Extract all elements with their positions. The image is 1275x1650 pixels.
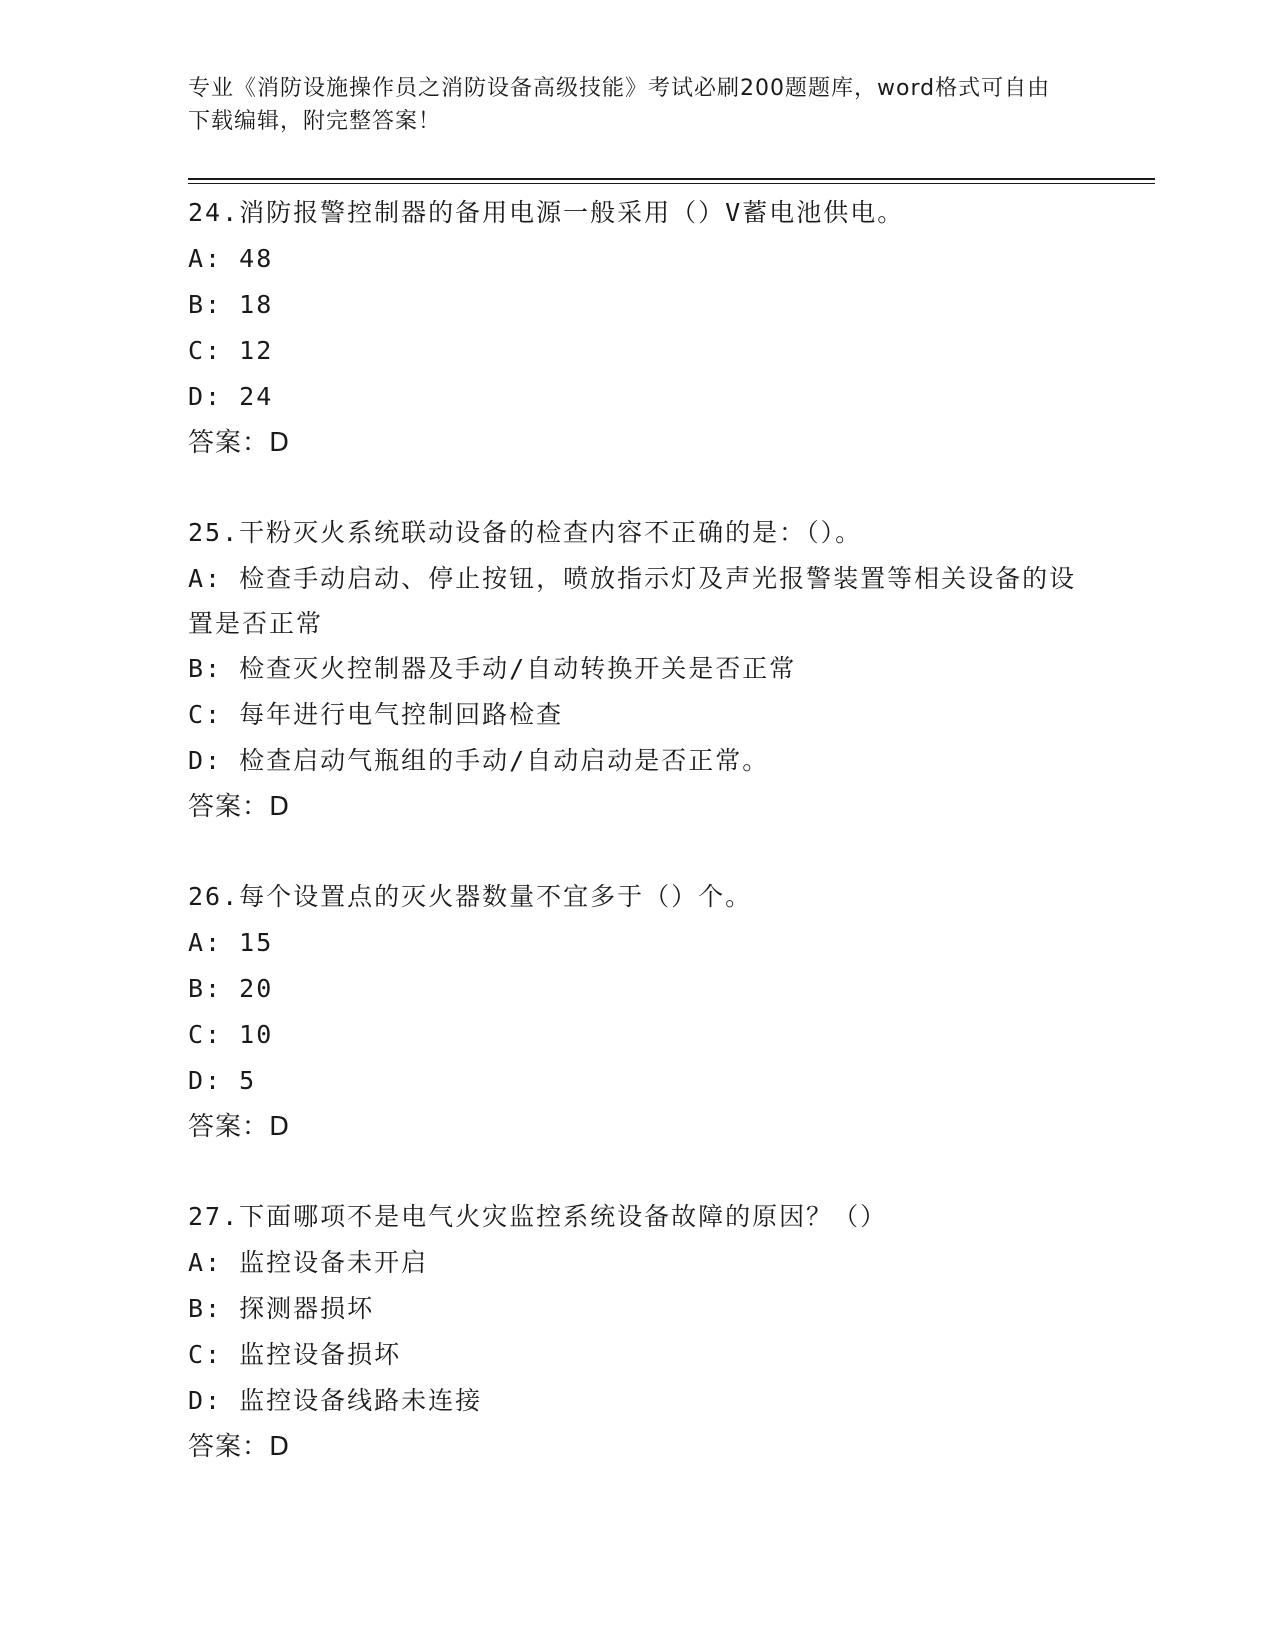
answer: 答案：D	[188, 1112, 291, 1142]
option-a: A: 15	[188, 928, 274, 957]
option-b: B: 检查灭火控制器及手动/自动转换开关是否正常	[188, 654, 797, 683]
answer: 答案：D	[188, 428, 291, 458]
option-c: C: 10	[188, 1020, 274, 1049]
option-a: A: 监控设备未开启	[188, 1248, 429, 1277]
option-c: C: 监控设备损坏	[188, 1340, 402, 1369]
document-header: 专业《消防设施操作员之消防设备高级技能》考试必刷200题题库，word格式可自由下载编辑，附完整答案！	[188, 76, 1051, 134]
option-b: B: 探测器损坏	[188, 1294, 375, 1323]
option-d: D: 检查启动气瓶组的手动/自动启动是否正常。	[188, 746, 770, 775]
question-title: 24.消防报警控制器的备用电源一般采用（）V蓄电池供电。	[188, 198, 905, 227]
question-title: 25.干粉灭火系统联动设备的检查内容不正确的是：（）。	[188, 518, 863, 547]
header-divider-thick	[188, 178, 1155, 180]
question-list	[188, 190, 1088, 1514]
question-24	[188, 190, 1088, 466]
option-a: A: 48	[188, 244, 274, 273]
question-25	[188, 510, 1088, 830]
option-c: C: 12	[188, 336, 274, 365]
option-d: D: 5	[188, 1066, 257, 1095]
option-b: B: 20	[188, 974, 274, 1003]
question-title: 26.每个设置点的灭火器数量不宜多于（）个。	[188, 882, 753, 911]
question-27	[188, 1194, 1088, 1470]
header-divider-thin	[188, 183, 1155, 184]
option-c: C: 每年进行电气控制回路检查	[188, 700, 564, 729]
answer: 答案：D	[188, 792, 291, 822]
option-a: A: 检查手动启动、停止按钮，喷放指示灯及声光报警装置等相关设备的设置是否正常	[188, 564, 1077, 638]
answer: 答案：D	[188, 1432, 291, 1462]
option-d: D: 24	[188, 382, 274, 411]
option-d: D: 监控设备线路未连接	[188, 1386, 483, 1415]
question-26	[188, 874, 1088, 1150]
question-title: 27.下面哪项不是电气火灾监控系统设备故障的原因？（）	[188, 1202, 888, 1231]
option-b: B: 18	[188, 290, 274, 319]
